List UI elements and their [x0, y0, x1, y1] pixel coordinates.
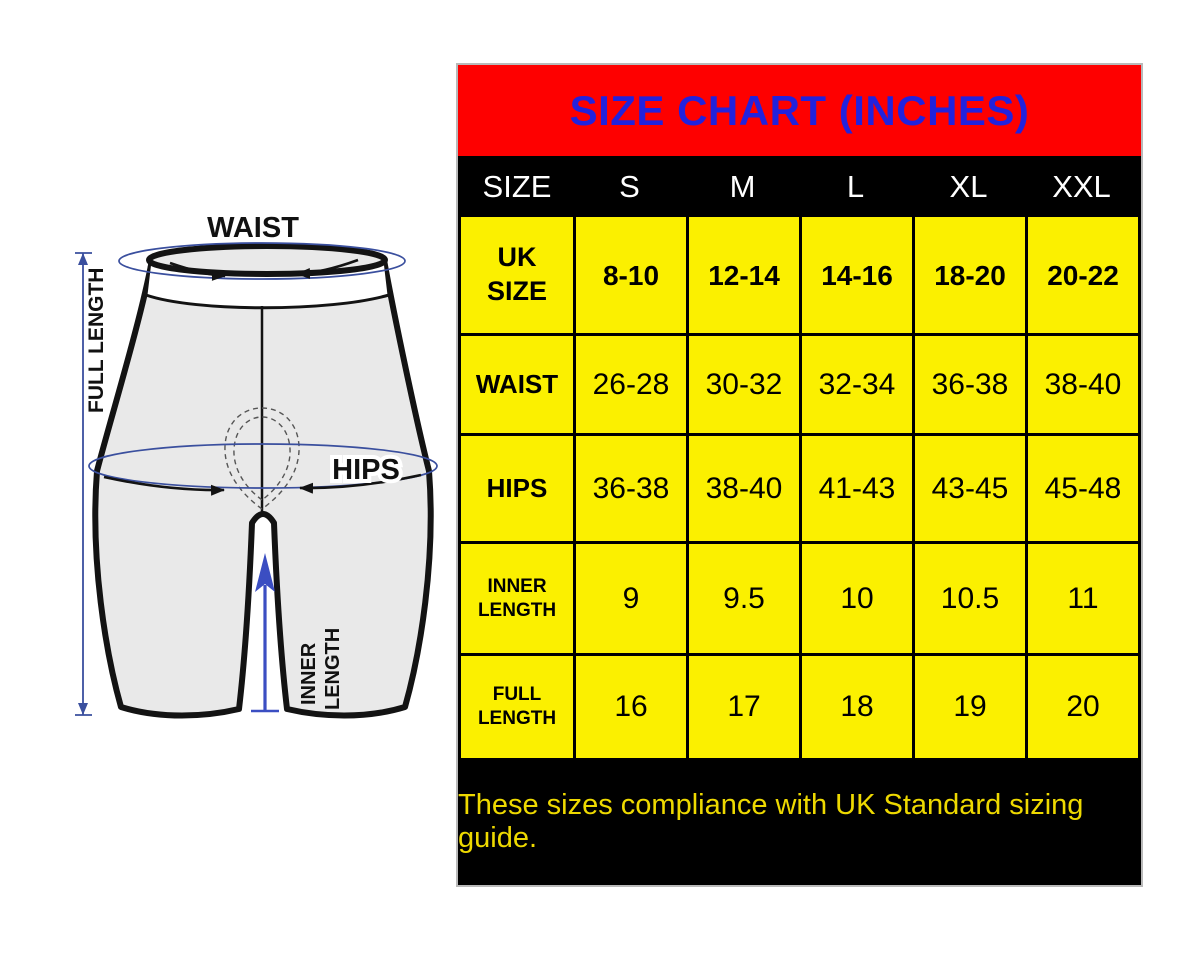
waist-opening: [149, 246, 385, 274]
waist-xxl: 38-40: [1028, 336, 1138, 433]
size-table-title-bar: [458, 65, 1141, 156]
hips-xxl: 45-48: [1028, 436, 1138, 541]
inner-length-label-line2: LENGTH: [322, 627, 344, 710]
column-header-xl: XL: [949, 168, 988, 204]
row-label-inner-length: INNER LENGTH: [461, 544, 573, 653]
column-header-s: S: [619, 168, 640, 204]
inner-length-xl: 10.5: [915, 544, 1025, 653]
hips-s: 36-38: [576, 436, 686, 541]
size-table-title: SIZE CHART (INCHES): [569, 86, 1030, 134]
waist-label: WAIST: [207, 212, 299, 244]
row-label-waist: WAIST: [461, 336, 573, 433]
column-header-l: L: [846, 168, 865, 204]
inner-length-l: 10: [802, 544, 912, 653]
hips-xl: 43-45: [915, 436, 1025, 541]
uk-size-m: 12-14: [689, 217, 799, 333]
waist-s: 26-28: [576, 336, 686, 433]
hips-l: 41-43: [802, 436, 912, 541]
waist-m: 30-32: [689, 336, 799, 433]
inner-length-arrow: [251, 585, 279, 711]
waist-l: 32-34: [802, 336, 912, 433]
inner-length-m: 9.5: [689, 544, 799, 653]
size-table-footer-bar: [458, 758, 1141, 885]
uk-size-xl: 18-20: [915, 217, 1025, 333]
inner-length-xxl: 11: [1028, 544, 1138, 653]
inner-length-s: 9: [576, 544, 686, 653]
full-length-xxl: 20: [1028, 656, 1138, 758]
uk-size-l: 14-16: [802, 217, 912, 333]
uk-size-s: 8-10: [576, 217, 686, 333]
full-length-label: FULL LENGTH: [85, 267, 108, 413]
full-length-arrowhead-top: [78, 253, 88, 265]
column-header-size: SIZE: [482, 168, 552, 204]
full-length-xl: 19: [915, 656, 1025, 758]
row-label-full-length: FULL LENGTH: [461, 656, 573, 758]
shorts-measurement-diagram: [0, 0, 460, 960]
full-length-m: 17: [689, 656, 799, 758]
full-length-l: 18: [802, 656, 912, 758]
row-label-uk-size: UK SIZE: [461, 217, 573, 333]
size-column-header-row: [458, 156, 1141, 217]
column-header-xxl: XXL: [1052, 168, 1111, 204]
size-table-body: [458, 217, 1141, 758]
size-table: [458, 65, 1141, 885]
column-header-m: M: [729, 168, 756, 204]
hips-label: HIPS: [332, 454, 400, 486]
full-length-arrowhead-bottom: [78, 703, 88, 715]
waist-xl: 36-38: [915, 336, 1025, 433]
full-length-s: 16: [576, 656, 686, 758]
inner-length-label-line1: INNER: [298, 642, 320, 705]
row-label-hips: HIPS: [461, 436, 573, 541]
size-table-footer-note: These sizes compliance with UK Standard sizing guide.: [458, 788, 1084, 854]
hips-m: 38-40: [689, 436, 799, 541]
uk-size-xxl: 20-22: [1028, 217, 1138, 333]
